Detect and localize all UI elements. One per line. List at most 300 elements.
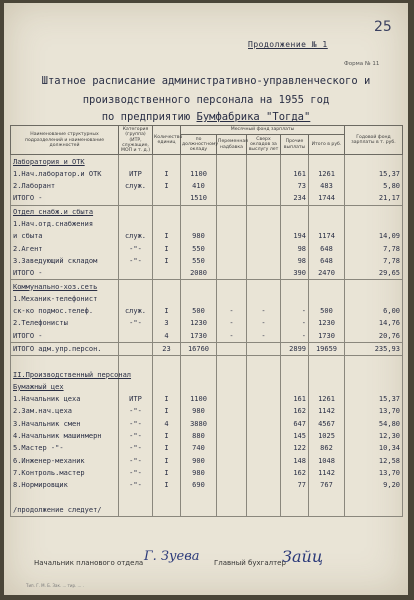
cell-tot: 1261: [309, 168, 345, 180]
cell-n: [153, 504, 181, 517]
cell-var: [217, 405, 247, 417]
cell-tot: 4567: [309, 418, 345, 430]
cell-tot: [309, 155, 345, 168]
cell-yrs: [247, 467, 281, 479]
cell-oth: 73: [281, 180, 309, 192]
cell-name: Лаборатория и ОТК: [11, 155, 119, 168]
cell-n: I: [153, 455, 181, 467]
cell-oth: 161: [281, 393, 309, 405]
cell-cat: [119, 205, 153, 218]
cell-cat: [119, 218, 153, 230]
cell-sal: 880: [181, 430, 217, 442]
cell-var: -: [217, 305, 247, 317]
cell-name: 8.Нормировщик: [11, 479, 119, 491]
cell-var: [217, 430, 247, 442]
cell-var: [217, 393, 247, 405]
table-row: [11, 479, 403, 491]
cell-sal: 550: [181, 242, 217, 254]
cell-var: -: [217, 330, 247, 343]
cell-var: [217, 218, 247, 230]
cell-ann: 20,76: [345, 330, 403, 343]
cell-cat: -"-: [119, 430, 153, 442]
cell-sal: [181, 205, 217, 218]
cell-var: [217, 267, 247, 280]
cell-tot: [309, 280, 345, 293]
cell-oth: [281, 155, 309, 168]
cell-name: 5.Мастер -"-: [11, 442, 119, 454]
cell-ann: 6,00: [345, 305, 403, 317]
cell-ann: [345, 205, 403, 218]
cell-ann: [345, 218, 403, 230]
header-variable: Переменная надбавка: [217, 134, 247, 154]
cell-cat: служ.: [119, 230, 153, 242]
cell-cat: -"-: [119, 242, 153, 254]
footer-planning-head: Начальник планового отдела: [34, 559, 144, 567]
cell-cat: [119, 504, 153, 517]
table-row: [11, 393, 403, 405]
cell-n: [153, 218, 181, 230]
cell-tot: 1261: [309, 393, 345, 405]
cell-ann: 15,37: [345, 168, 403, 180]
cell-name: Отдел снабж.и сбыта: [11, 205, 119, 218]
cell-cat: -"-: [119, 317, 153, 329]
cell-yrs: [247, 418, 281, 430]
table-row: [11, 180, 403, 192]
cell-ann: [345, 491, 403, 503]
cell-n: I: [153, 255, 181, 267]
cell-cat: ИТР: [119, 168, 153, 180]
table-row: [11, 168, 403, 180]
cell-ann: [345, 155, 403, 168]
cell-sal: [181, 368, 217, 380]
cell-yrs: [247, 356, 281, 369]
cell-oth: -: [281, 305, 309, 317]
cell-oth: [281, 293, 309, 305]
cell-sal: 410: [181, 180, 217, 192]
cell-sal: [181, 218, 217, 230]
cell-name: Коммунально-хоз.сеть: [11, 280, 119, 293]
cell-var: [217, 467, 247, 479]
cell-cat: [119, 267, 153, 280]
cell-oth: 194: [281, 230, 309, 242]
cell-yrs: [247, 280, 281, 293]
cell-tot: 767: [309, 479, 345, 491]
cell-name: 2.Лаборант: [11, 180, 119, 192]
cell-oth: [281, 368, 309, 380]
cell-sal: 690: [181, 479, 217, 491]
cell-name: ИТОГО -: [11, 267, 119, 280]
cell-ann: [345, 368, 403, 380]
cell-name: [11, 356, 119, 369]
cell-cat: -"-: [119, 255, 153, 267]
cell-cat: -"-: [119, 455, 153, 467]
cell-var: [217, 293, 247, 305]
cell-tot: 1048: [309, 455, 345, 467]
document-sheet: [4, 3, 408, 595]
cell-sal: [181, 381, 217, 393]
table-row: [11, 280, 403, 293]
cell-ann: 9,20: [345, 479, 403, 491]
cell-sal: 1510: [181, 192, 217, 205]
cell-var: [217, 442, 247, 454]
cell-sal: 1730: [181, 330, 217, 343]
table-row: [11, 467, 403, 479]
table-row: [11, 330, 403, 343]
cell-n: 4: [153, 418, 181, 430]
cell-n: 23: [153, 342, 181, 355]
cell-yrs: [247, 192, 281, 205]
cell-oth: 145: [281, 430, 309, 442]
cell-tot: [309, 293, 345, 305]
cell-name: 2.Агент: [11, 242, 119, 254]
title-line-2: [14, 94, 398, 106]
cell-n: I: [153, 430, 181, 442]
cell-oth: [281, 218, 309, 230]
cell-tot: 1142: [309, 467, 345, 479]
cell-yrs: [247, 218, 281, 230]
cell-cat: -"-: [119, 479, 153, 491]
table-row: [11, 418, 403, 430]
cell-n: 3: [153, 317, 181, 329]
cell-cat: [119, 342, 153, 355]
cell-tot: [309, 205, 345, 218]
cell-var: [217, 455, 247, 467]
cell-sal: [181, 356, 217, 369]
cell-oth: 98: [281, 242, 309, 254]
cell-sal: 1100: [181, 168, 217, 180]
table-row: [11, 504, 403, 517]
cell-cat: ИТР: [119, 393, 153, 405]
cell-n: I: [153, 168, 181, 180]
cell-ann: 235,93: [345, 342, 403, 355]
table-row: [11, 218, 403, 230]
cell-cat: [119, 491, 153, 503]
cell-tot: [309, 368, 345, 380]
cell-yrs: [247, 168, 281, 180]
table-row: [11, 230, 403, 242]
cell-tot: [309, 356, 345, 369]
cell-yrs: [247, 205, 281, 218]
cell-cat: -"-: [119, 418, 153, 430]
cell-yrs: [247, 405, 281, 417]
cell-oth: 98: [281, 255, 309, 267]
cell-name: 6.Инженер-механик: [11, 455, 119, 467]
cell-sal: 1230: [181, 317, 217, 329]
header-by-years: Сверх окладов за выслугу лет: [247, 134, 281, 154]
cell-ann: [345, 280, 403, 293]
cell-oth: 148: [281, 455, 309, 467]
table-row: [11, 455, 403, 467]
cell-name: 4.Начальник машинмерн: [11, 430, 119, 442]
cell-name: II.Производственный персонал: [11, 368, 119, 380]
cell-n: [153, 381, 181, 393]
cell-yrs: [247, 293, 281, 305]
cell-var: [217, 504, 247, 517]
cell-oth: 77: [281, 479, 309, 491]
cell-name: ск-ко подмос.телеф.: [11, 305, 119, 317]
cell-cat: -"-: [119, 467, 153, 479]
footer-chief-accountant: Главный бухгалтер: [214, 559, 286, 567]
cell-n: I: [153, 405, 181, 417]
cell-sal: 1100: [181, 393, 217, 405]
cell-yrs: [247, 455, 281, 467]
cell-ann: 21,17: [345, 192, 403, 205]
title-line-2-prefix: производственного персонала на 195: [82, 94, 298, 106]
cell-name: 3.Начальник смен: [11, 418, 119, 430]
header-category: Категория (группа) (ИТР, служащие, МОП и т. д.): [119, 126, 153, 155]
staff-table: [10, 125, 403, 517]
title-line-3: [14, 111, 398, 123]
title-line-2-suffix: год: [303, 94, 330, 106]
cell-sal: 3880: [181, 418, 217, 430]
cell-var: [217, 356, 247, 369]
cell-ann: 12,58: [345, 455, 403, 467]
cell-var: [217, 479, 247, 491]
cell-n: I: [153, 305, 181, 317]
cell-tot: 2470: [309, 267, 345, 280]
cell-ann: [345, 356, 403, 369]
table-row: [11, 491, 403, 503]
cell-oth: 390: [281, 267, 309, 280]
cell-yrs: [247, 255, 281, 267]
table-row: [11, 155, 403, 168]
cell-var: [217, 155, 247, 168]
cell-yrs: -: [247, 330, 281, 343]
cell-cat: -"-: [119, 442, 153, 454]
cell-name: 2.Зам.нач.цеха: [11, 405, 119, 417]
cell-var: [217, 168, 247, 180]
cell-var: [217, 280, 247, 293]
cell-var: [217, 491, 247, 503]
cell-n: I: [153, 230, 181, 242]
cell-ann: 7,78: [345, 242, 403, 254]
cell-yrs: [247, 442, 281, 454]
table-row: [11, 255, 403, 267]
cell-ann: 10,34: [345, 442, 403, 454]
cell-tot: 862: [309, 442, 345, 454]
table-row: [11, 267, 403, 280]
cell-n: I: [153, 393, 181, 405]
cell-sal: 740: [181, 442, 217, 454]
table-row: [11, 305, 403, 317]
cell-var: -: [217, 317, 247, 329]
table-row: [11, 405, 403, 417]
table-row: [11, 342, 403, 355]
header-monthly-fund: Месячный фонд зарплаты: [181, 126, 345, 135]
cell-cat: [119, 330, 153, 343]
cell-sal: 980: [181, 467, 217, 479]
cell-var: [217, 242, 247, 254]
cell-var: [217, 368, 247, 380]
cell-ann: 12,30: [345, 430, 403, 442]
table-row: [11, 381, 403, 393]
cell-name: ИТОГО -: [11, 330, 119, 343]
cell-name: 1.Начальник цеха: [11, 393, 119, 405]
cell-oth: [281, 381, 309, 393]
cell-yrs: [247, 381, 281, 393]
cell-tot: 1730: [309, 330, 345, 343]
cell-ann: 14,76: [345, 317, 403, 329]
cell-n: [153, 267, 181, 280]
print-note: Тип. Г. М. Б. Зак. ... тир. ... .: [26, 583, 84, 588]
cell-sal: [181, 491, 217, 503]
cell-yrs: [247, 230, 281, 242]
cell-yrs: -: [247, 305, 281, 317]
table-row: [11, 192, 403, 205]
cell-cat: [119, 293, 153, 305]
cell-tot: 648: [309, 242, 345, 254]
table-row: [11, 205, 403, 218]
cell-sal: 900: [181, 455, 217, 467]
cell-tot: 1230: [309, 317, 345, 329]
cell-n: I: [153, 479, 181, 491]
cell-ann: 14,09: [345, 230, 403, 242]
cell-yrs: [247, 368, 281, 380]
cell-var: [217, 180, 247, 192]
cell-sal: [181, 504, 217, 517]
cell-tot: 1142: [309, 405, 345, 417]
cell-n: [153, 192, 181, 205]
table-body: [11, 155, 403, 517]
cell-tot: 19659: [309, 342, 345, 355]
cell-yrs: [247, 504, 281, 517]
cell-oth: 2899: [281, 342, 309, 355]
cell-var: [217, 418, 247, 430]
header-count: Количество единиц: [153, 126, 181, 155]
header-salary: по должностному окладу: [181, 134, 217, 154]
cell-n: I: [153, 467, 181, 479]
cell-yrs: [247, 155, 281, 168]
cell-sal: 16760: [181, 342, 217, 355]
cell-name: 1.Механик-телефонист: [11, 293, 119, 305]
cell-ann: 5,80: [345, 180, 403, 192]
cell-tot: [309, 381, 345, 393]
cell-name: ИТОГО -: [11, 192, 119, 205]
cell-n: [153, 491, 181, 503]
cell-oth: 162: [281, 405, 309, 417]
cell-sal: 2080: [181, 267, 217, 280]
cell-oth: -: [281, 317, 309, 329]
cell-cat: [119, 280, 153, 293]
cell-yrs: -: [247, 317, 281, 329]
cell-tot: 483: [309, 180, 345, 192]
cell-ann: [345, 504, 403, 517]
cell-cat: служ.: [119, 305, 153, 317]
table-row: [11, 293, 403, 305]
cell-oth: 162: [281, 467, 309, 479]
cell-oth: -: [281, 330, 309, 343]
cell-cat: служ.: [119, 180, 153, 192]
cell-tot: 648: [309, 255, 345, 267]
cell-oth: [281, 205, 309, 218]
cell-name: 1.Нач.лаборатор.и ОТК: [11, 168, 119, 180]
cell-name: 2.Телефонисты: [11, 317, 119, 329]
cell-var: [217, 255, 247, 267]
cell-sal: 980: [181, 230, 217, 242]
form-label: Форма № 11: [344, 61, 380, 67]
cell-n: [153, 356, 181, 369]
cell-ann: [345, 381, 403, 393]
cell-yrs: [247, 342, 281, 355]
cell-n: I: [153, 242, 181, 254]
cell-oth: 122: [281, 442, 309, 454]
signature-planning-head: Г. Зуева: [144, 549, 200, 564]
cell-sal: 500: [181, 305, 217, 317]
cell-cat: [119, 381, 153, 393]
cell-oth: 161: [281, 168, 309, 180]
cell-cat: [119, 356, 153, 369]
cell-ann: 13,70: [345, 467, 403, 479]
cell-n: [153, 155, 181, 168]
cell-yrs: [247, 180, 281, 192]
table-row: [11, 442, 403, 454]
cell-var: [217, 192, 247, 205]
cell-yrs: [247, 242, 281, 254]
header-name: Наименование структурных подразделений и наименование должностей: [11, 126, 119, 155]
cell-tot: 1174: [309, 230, 345, 242]
cell-ann: [345, 293, 403, 305]
enterprise-name: Бумфабрика "Тогда": [196, 111, 311, 123]
cell-yrs: [247, 491, 281, 503]
cell-ann: 54,80: [345, 418, 403, 430]
cell-sal: [181, 155, 217, 168]
cell-name: [11, 491, 119, 503]
cell-yrs: [247, 393, 281, 405]
cell-n: [153, 205, 181, 218]
cell-yrs: [247, 479, 281, 491]
cell-oth: 234: [281, 192, 309, 205]
cell-cat: [119, 155, 153, 168]
cell-n: [153, 293, 181, 305]
cell-n: I: [153, 180, 181, 192]
cell-name: 7.Контроль.мастер: [11, 467, 119, 479]
cell-var: [217, 381, 247, 393]
cell-tot: [309, 218, 345, 230]
cell-n: I: [153, 442, 181, 454]
signature-chief-accountant: Зайц: [282, 547, 323, 566]
title-line-1: Штатное расписание административно-управленческого и: [41, 75, 371, 87]
cell-name: 3.Заведующий складом: [11, 255, 119, 267]
cell-cat: [119, 192, 153, 205]
cell-n: 4: [153, 330, 181, 343]
cell-sal: [181, 280, 217, 293]
cell-sal: 980: [181, 405, 217, 417]
header-other: Прочие выплаты: [281, 134, 309, 154]
cell-name: Бумажный цех: [11, 381, 119, 393]
cell-tot: [309, 504, 345, 517]
cell-oth: [281, 280, 309, 293]
title-line-3-prefix: по предприятию: [101, 111, 197, 123]
cell-cat: -"-: [119, 405, 153, 417]
table-row: [11, 430, 403, 442]
cell-tot: 1025: [309, 430, 345, 442]
cell-name: /продолжение следует/: [11, 504, 119, 517]
cell-oth: 647: [281, 418, 309, 430]
cell-yrs: [247, 267, 281, 280]
table-row: [11, 368, 403, 380]
cell-n: [153, 368, 181, 380]
cell-ann: 15,37: [345, 393, 403, 405]
cell-ann: 13,70: [345, 405, 403, 417]
cell-tot: 1744: [309, 192, 345, 205]
cell-sal: [181, 293, 217, 305]
cell-name: и сбыта: [11, 230, 119, 242]
cell-name: ИТОГО адм.упр.персон.: [11, 342, 119, 355]
cell-var: [217, 230, 247, 242]
cell-oth: [281, 491, 309, 503]
continuation-label: Продолжение № 1: [248, 40, 328, 49]
table-row: [11, 356, 403, 369]
